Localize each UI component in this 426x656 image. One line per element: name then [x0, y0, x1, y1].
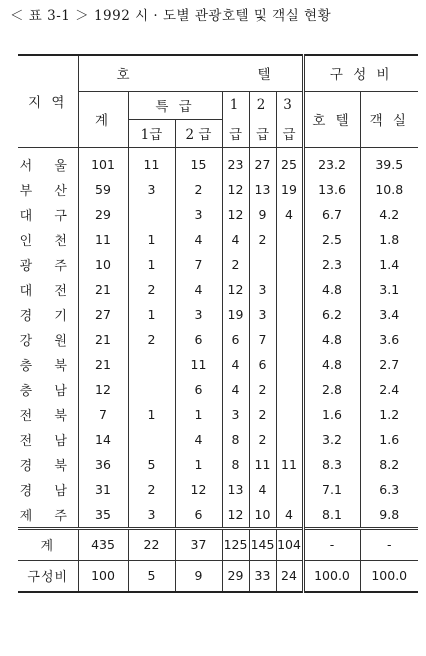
cell-comp-room: 3.4 [360, 302, 418, 327]
table-row [18, 277, 418, 302]
table-row [18, 147, 418, 177]
header-grade-1: 급 [222, 119, 249, 147]
cell-comp-room: 39.5 [360, 147, 418, 177]
cell-grade-1: 6 [222, 327, 249, 352]
table-row-total [18, 528, 418, 560]
cell-total: 100 [78, 560, 128, 592]
cell-special-1 [128, 377, 175, 402]
cell-special-2: 7 [175, 252, 222, 277]
cell-special-1: 1 [128, 252, 175, 277]
cell-special-2: 1 [175, 452, 222, 477]
cell-comp-hotel: 100.0 [303, 560, 360, 592]
cell-special-1 [128, 352, 175, 377]
cell-total: 21 [78, 352, 128, 377]
cell-grade-2: 3 [249, 302, 276, 327]
cell-grade-1: 12 [222, 202, 249, 227]
cell-region: 서 울 [19, 158, 76, 174]
cell-total: 101 [78, 147, 128, 177]
cell-comp-hotel: 13.6 [303, 177, 360, 202]
cell-special-1 [128, 202, 175, 227]
cell-grade-1: 12 [222, 277, 249, 302]
table-row [18, 377, 418, 402]
cell-comp-hotel: 2.5 [303, 227, 360, 252]
cell-grade-2: 2 [249, 427, 276, 452]
table-row [18, 427, 418, 452]
header-hotel [78, 55, 303, 91]
cell-total: 7 [78, 402, 128, 427]
cell-special-2: 4 [175, 427, 222, 452]
cell-comp-room: 1.2 [360, 402, 418, 427]
cell-special-2: 37 [175, 528, 222, 560]
cell-grade-2: 3 [249, 277, 276, 302]
cell-special-2: 6 [175, 502, 222, 529]
header-special: 특 급 [128, 91, 222, 119]
cell-grade-2: 4 [249, 477, 276, 502]
cell-region: 대 구 [19, 208, 76, 224]
cell-grade-3: 4 [276, 202, 303, 227]
cell-total: 59 [78, 177, 128, 202]
cell-region: 광 주 [19, 258, 76, 274]
cell-region: 경 남 [19, 483, 76, 499]
table-row [18, 252, 418, 277]
header-region: 지 역 [18, 55, 78, 147]
header-comp-hotel: 호 텔 [303, 91, 360, 147]
cell-grade-1: 13 [222, 477, 249, 502]
cell-region: 경 북 [19, 458, 76, 474]
cell-comp-room: - [360, 528, 418, 560]
cell-comp-hotel: 6.2 [303, 302, 360, 327]
cell-comp-hotel: 4.8 [303, 352, 360, 377]
cell-grade-3 [276, 252, 303, 277]
cell-region: 강 원 [19, 333, 76, 349]
header-comp-room: 객 실 [360, 91, 418, 147]
cell-special-1 [128, 427, 175, 452]
cell-grade-3 [276, 227, 303, 252]
cell-grade-1: 125 [222, 528, 249, 560]
cell-special-1: 1 [128, 227, 175, 252]
cell-total: 435 [78, 528, 128, 560]
cell-region: 제 주 [19, 508, 76, 524]
cell-comp-hotel: - [303, 528, 360, 560]
cell-comp-room: 6.3 [360, 477, 418, 502]
header-grade-2: 급 [249, 119, 276, 147]
cell-comp-hotel: 2.3 [303, 252, 360, 277]
cell-total: 12 [78, 377, 128, 402]
cell-comp-hotel: 8.1 [303, 502, 360, 529]
cell-comp-hotel: 8.3 [303, 452, 360, 477]
cell-grade-2: 2 [249, 377, 276, 402]
cell-special-1: 3 [128, 502, 175, 529]
cell-total: 14 [78, 427, 128, 452]
cell-comp-room: 1.4 [360, 252, 418, 277]
header-grade-1-num: 1 [222, 91, 249, 119]
cell-special-1: 1 [128, 302, 175, 327]
cell-total: 10 [78, 252, 128, 277]
cell-comp-hotel: 6.7 [303, 202, 360, 227]
cell-total: 27 [78, 302, 128, 327]
cell-grade-1: 23 [222, 147, 249, 177]
cell-comp-room: 1.8 [360, 227, 418, 252]
table-row [18, 352, 418, 377]
cell-special-1: 2 [128, 277, 175, 302]
table-title: ＜ 표 3-1 ＞ 1992 시 · 도별 관광호텔 및 객실 현황 [10, 8, 332, 24]
table-row [18, 327, 418, 352]
cell-grade-2: 7 [249, 327, 276, 352]
cell-comp-room: 100.0 [360, 560, 418, 592]
cell-total: 11 [78, 227, 128, 252]
cell-total: 29 [78, 202, 128, 227]
cell-comp-room: 2.4 [360, 377, 418, 402]
cell-comp-hotel: 4.8 [303, 327, 360, 352]
cell-special-2: 3 [175, 302, 222, 327]
cell-region: 전 남 [19, 433, 76, 449]
cell-grade-1: 8 [222, 452, 249, 477]
cell-grade-3 [276, 277, 303, 302]
header-grade-3: 급 [276, 119, 303, 147]
hotel-statistics-table [18, 54, 418, 593]
cell-special-2: 12 [175, 477, 222, 502]
cell-grade-3: 104 [276, 528, 303, 560]
cell-special-2: 3 [175, 202, 222, 227]
table-row [18, 452, 418, 477]
cell-total: 21 [78, 327, 128, 352]
cell-special-1: 1 [128, 402, 175, 427]
cell-grade-1: 12 [222, 502, 249, 529]
cell-special-2: 4 [175, 227, 222, 252]
cell-grade-2: 27 [249, 147, 276, 177]
cell-grade-3 [276, 477, 303, 502]
cell-region: 경 기 [19, 308, 76, 324]
cell-grade-2: 6 [249, 352, 276, 377]
cell-total: 31 [78, 477, 128, 502]
header-grade-2-num: 2 [249, 91, 276, 119]
cell-grade-3 [276, 402, 303, 427]
table-row [18, 227, 418, 252]
cell-total: 36 [78, 452, 128, 477]
cell-comp-hotel: 7.1 [303, 477, 360, 502]
cell-grade-2: 11 [249, 452, 276, 477]
cell-grade-1: 12 [222, 177, 249, 202]
table-row [18, 402, 418, 427]
table-row [18, 202, 418, 227]
cell-grade-3 [276, 327, 303, 352]
cell-special-1: 5 [128, 452, 175, 477]
header-special-2: 2 급 [175, 119, 222, 147]
cell-comp-hotel: 4.8 [303, 277, 360, 302]
cell-comp-room: 8.2 [360, 452, 418, 477]
header-total: 계 [78, 91, 128, 147]
cell-grade-3 [276, 377, 303, 402]
cell-grade-3 [276, 302, 303, 327]
cell-grade-2 [249, 252, 276, 277]
cell-grade-1: 2 [222, 252, 249, 277]
header-hotel-head: 호 [116, 67, 133, 84]
cell-grade-2: 9 [249, 202, 276, 227]
cell-special-1: 22 [128, 528, 175, 560]
cell-region: 전 북 [19, 408, 76, 424]
cell-grade-3: 24 [276, 560, 303, 592]
cell-grade-1: 19 [222, 302, 249, 327]
table-row [18, 177, 418, 202]
cell-special-1: 11 [128, 147, 175, 177]
cell-region: 부 산 [19, 183, 76, 199]
cell-comp-hotel: 2.8 [303, 377, 360, 402]
cell-grade-2: 145 [249, 528, 276, 560]
cell-grade-3: 11 [276, 452, 303, 477]
cell-grade-1: 4 [222, 377, 249, 402]
cell-grade-3 [276, 352, 303, 377]
cell-comp-room: 1.6 [360, 427, 418, 452]
table-row [18, 477, 418, 502]
table-row-composition [18, 560, 418, 592]
cell-region: 구성비 [18, 560, 78, 592]
cell-grade-1: 8 [222, 427, 249, 452]
cell-special-1: 2 [128, 327, 175, 352]
cell-comp-room: 2.7 [360, 352, 418, 377]
cell-special-2: 11 [175, 352, 222, 377]
cell-total: 35 [78, 502, 128, 529]
cell-grade-3 [276, 427, 303, 452]
cell-comp-room: 3.1 [360, 277, 418, 302]
cell-comp-hotel: 23.2 [303, 147, 360, 177]
cell-special-2: 4 [175, 277, 222, 302]
table-row [18, 302, 418, 327]
cell-comp-hotel: 3.2 [303, 427, 360, 452]
cell-grade-1: 3 [222, 402, 249, 427]
cell-grade-3: 25 [276, 147, 303, 177]
cell-grade-2: 2 [249, 227, 276, 252]
cell-region: 인 천 [19, 233, 76, 249]
cell-special-2: 6 [175, 377, 222, 402]
cell-region: 대 전 [19, 283, 76, 299]
cell-region: 충 북 [19, 358, 76, 374]
header-composition: 구 성 비 [303, 55, 418, 91]
header-hotel-tail: 텔 [257, 67, 274, 84]
cell-region: 계 [18, 528, 78, 560]
cell-special-2: 6 [175, 327, 222, 352]
cell-comp-room: 9.8 [360, 502, 418, 529]
cell-grade-2: 10 [249, 502, 276, 529]
cell-region: 충 남 [19, 383, 76, 399]
cell-special-2: 2 [175, 177, 222, 202]
cell-total: 21 [78, 277, 128, 302]
cell-grade-3: 19 [276, 177, 303, 202]
cell-special-1: 5 [128, 560, 175, 592]
cell-grade-2: 13 [249, 177, 276, 202]
cell-grade-2: 2 [249, 402, 276, 427]
cell-grade-2: 33 [249, 560, 276, 592]
cell-comp-room: 4.2 [360, 202, 418, 227]
cell-grade-1: 29 [222, 560, 249, 592]
cell-grade-3: 4 [276, 502, 303, 529]
cell-comp-hotel: 1.6 [303, 402, 360, 427]
header-grade-3-num: 3 [276, 91, 303, 119]
cell-special-1: 2 [128, 477, 175, 502]
cell-special-2: 15 [175, 147, 222, 177]
cell-special-2: 9 [175, 560, 222, 592]
cell-grade-1: 4 [222, 352, 249, 377]
cell-special-2: 1 [175, 402, 222, 427]
table-row [18, 502, 418, 529]
header-special-1: 1급 [128, 119, 175, 147]
cell-comp-room: 10.8 [360, 177, 418, 202]
cell-comp-room: 3.6 [360, 327, 418, 352]
cell-special-1: 3 [128, 177, 175, 202]
cell-grade-1: 4 [222, 227, 249, 252]
